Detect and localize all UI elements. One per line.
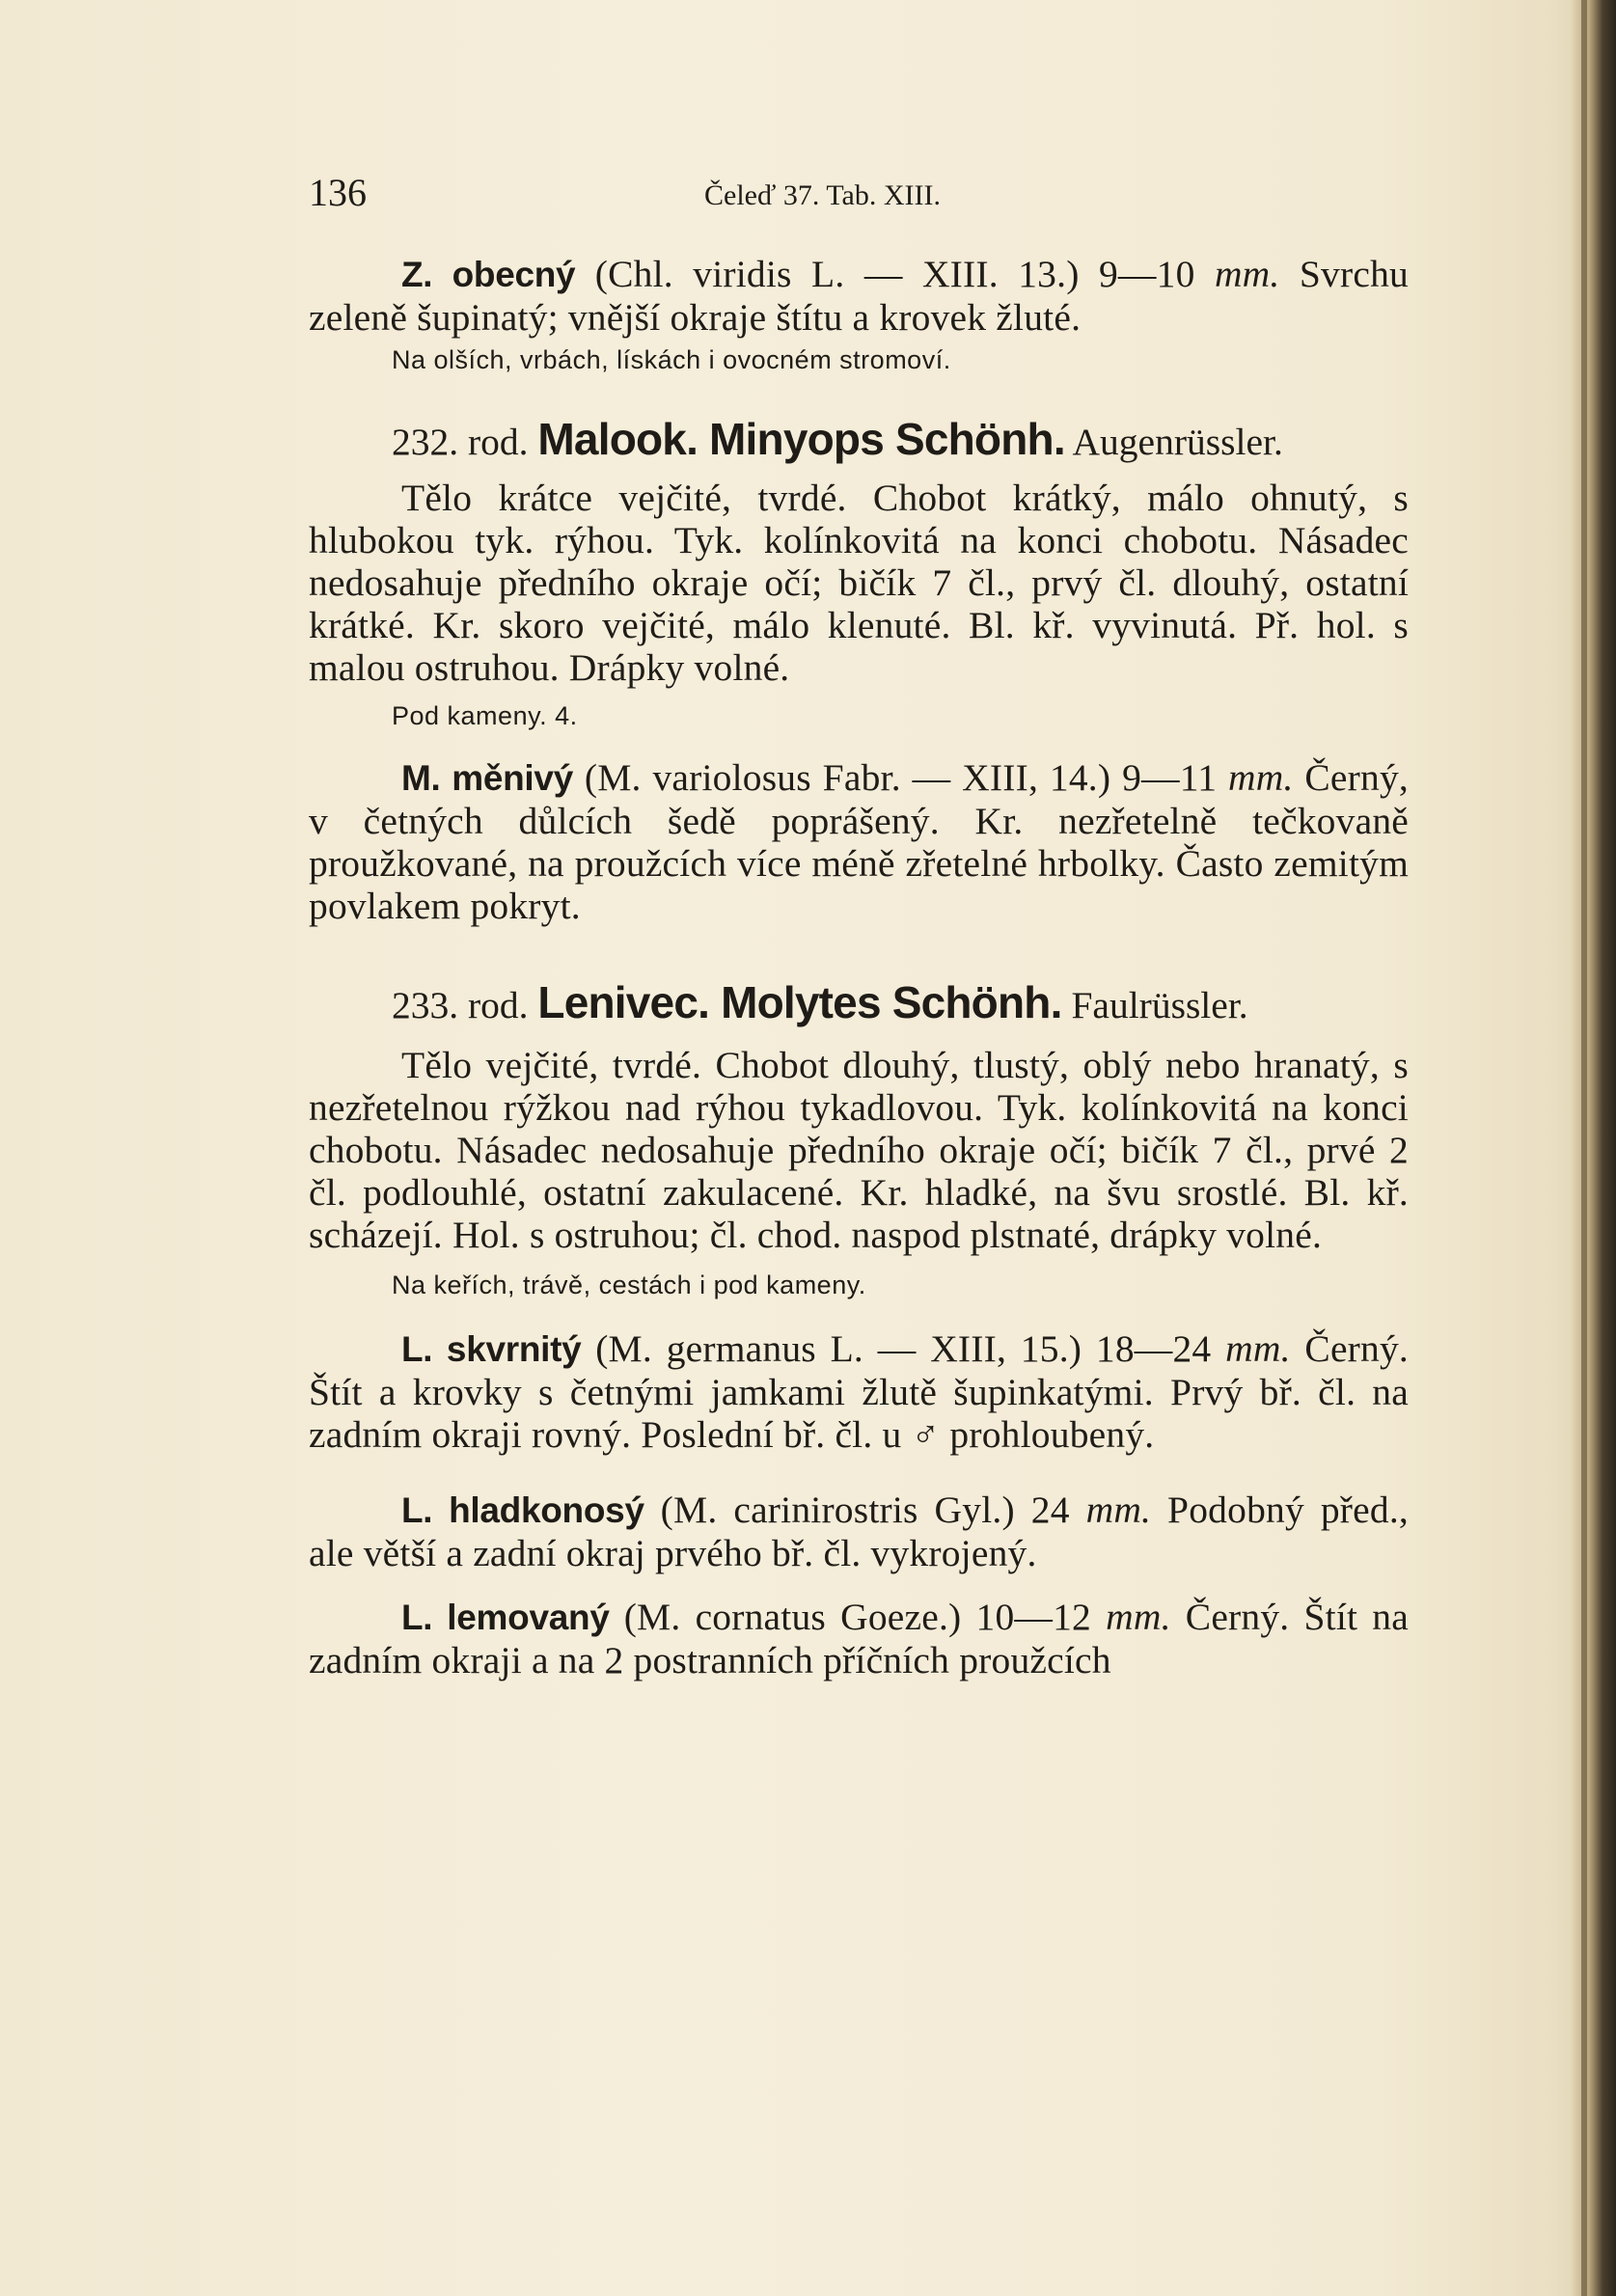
entry-z-obecny: Z. obecný (Chl. viridis L. — XIII. 13.) 9—10 mm. Svrchu zeleně šupinatý; vnější okraje štítu a krovek žluté. [309,253,1409,339]
genus-description: Tělo vejčité, tvrdé. Chobot dlouhý, tlustý, oblý nebo hranatý, s nezřetelnou rýžkou nad rýhou tykadlovou. Tyk. kolínkovitá na konci chobotu. Násadec nedosahuje předního okraje očí; bičík 7 čl., prvé 2 čl. podlouhlé, ostatní zakulacené. Kr. hladké, na švu srostlé. Bl. kř. scházejí. Hol. s ostruhou; čl. chod. naspod plstnaté, drápky volné. [309,1044,1409,1256]
binding-line [1581,0,1587,2296]
genus-description: Tělo krátce vejčité, tvrdé. Chobot krátký, málo ohnutý, s hlubokou tyk. rýhou. Tyk. kolínkovitá na konci chobotu. Násadec nedosahuje předního okraje očí; bičík 7 čl., prvý čl. dlouhý, ostatní krátké. Kr. skoro vejčité, málo klenuté. Bl. kř. vyvinutá. Př. hol. s malou ostruhou. Drápky volné. [309,477,1409,689]
entry-m-menivy: M. měnivý (M. variolosus Fabr. — XIII, 14.) 9—11 mm. Černý, v četných důlcích šedě poprášený. Kr. nezřetelně tečkovaně proužkované, na proužcích více méně zřetelné hrbolky. Často zemitým povlakem pokryt. [309,756,1409,927]
entry-l-skvrnity: L. skvrnitý (M. germanus L. — XIII, 15.) 18—24 mm. Černý. Štít a krovky s četnými jamkami žlutě šupinkatými. Prvý bř. čl. na zadním okraji rovný. Poslední bř. čl. u ♂ prohloubený. [309,1327,1410,1456]
habitat-note: Pod kameny. 4. [392,701,578,730]
running-title: Čeleď 37. Tab. XIII. [704,179,942,211]
page-body [309,253,1409,1681]
species-name: M. měnivý [401,758,573,798]
species-name: Z. obecný [401,255,576,294]
page-binding-edge [1572,0,1616,2296]
habitat-note: Na keřích, trávě, cestách i pod kameny. [392,1271,866,1299]
genus-heading: 233. rod. Lenivec. Molytes Schönh. Faulrüssler. [392,977,1248,1027]
entry-l-hladkonosy: L. hladkonosý (M. carinirostris Gyl.) 24 mm. Podobný před., ale větší a zadní okraj prvého bř. čl. vykrojený. [309,1489,1409,1574]
page-header [309,170,1409,228]
genus-name: Malook. Minyops Schönh. [537,414,1065,464]
page-number: 136 [309,171,367,214]
species-name: L. lemovaný [401,1598,610,1637]
species-name: L. hladkonosý [401,1490,644,1530]
habitat-note: Na olších, vrbách, lískách i ovocném stromoví. [392,345,951,374]
entry-l-lemovany: L. lemovaný (M. cornatus Goeze.) 10—12 mm. Černý. Štít na zadním okraji a na 2 postranních příčních proužcích [309,1596,1409,1681]
genus-name: Lenivec. Molytes Schönh. [537,977,1062,1027]
species-name: L. skvrnitý [401,1329,582,1369]
genus-heading: 232. rod. Malook. Minyops Schönh. Augenrüssler. [392,414,1283,464]
